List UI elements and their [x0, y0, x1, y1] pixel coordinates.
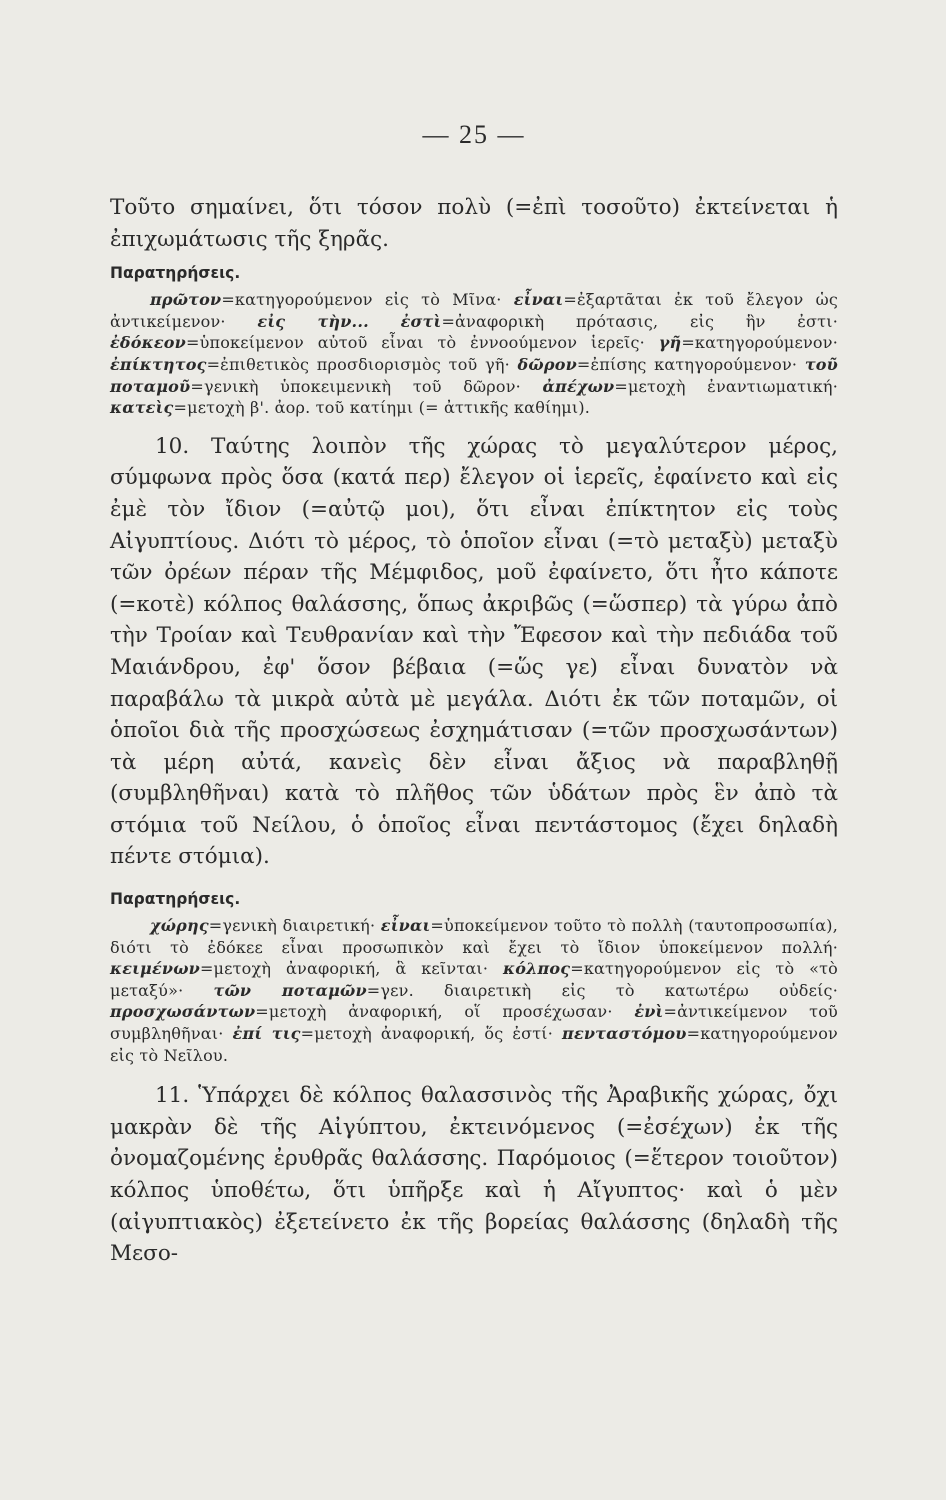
note-text: =ἀναφορικὴ πρότασις, εἰς ἣν ἐστι·	[441, 311, 838, 331]
note-entry	[110, 355, 510, 374]
note-entry	[401, 312, 838, 331]
paragraph-10: 10. Ταύτης λοιπὸν τῆς χώρας τὸ μεγαλύτερον μέρος, σύμφωνα πρὸς ὅσα (κατά περ) ἔλεγον οἱ ἱερεῖς, ἐφαίνετο καὶ εἰς ἐμὲ τὸν ἴδιον (=αὐτῷ μοι), ὅτι εἶναι ἐπίκτητον εἰς τοὺς Αἰγυπτίους. Διότι τὸ μέρος, τὸ ὁποῖον εἶναι (=τὸ μεταξὺ) μεταξὺ τῶν ὀρέων πέραν τῆς Μέμφιδος, μοῦ ἐφαίνετο, ὅτι ἦτο κάποτε (=κοτὲ) κόλπος θαλάσσης, ὅπως ἀκριβῶς (=ὥσπερ) τὰ γύρω ἀπὸ τὴν Τροίαν καὶ Τευθρανίαν καὶ τὴν Ἔφεσον καὶ τὴν πεδιάδα τοῦ Μαιάνδρου, ἐφ' ὅσον βέβαια (=ὥς γε) εἶναι δυνατὸν νὰ παραβάλω τὰ μικρὰ αὐτὰ μὲ μεγάλα. Διότι ἐκ τῶν ποταμῶν, οἱ ὁποῖοι διὰ τῆς προσχώσεως ἐσχημάτισαν (=τῶν προσχωσάντων) τὰ μέρη αὐτά, κανεὶς δὲν εἶναι ἄξιος νὰ παραβληθῇ (συμβληθῆναι) κατὰ τὸ πλῆθος τῶν ὑδάτων πρὸς ἓν ἀπὸ τὰ στόμια τοῦ Νείλου, ὁ ὁποῖος εἶναι πεντάστομος (ἔχει δηλαδὴ πέντε στόμια).	[110, 433, 838, 870]
note-text: =ἀντικείμενον τοῦ συμβληθῆναι·	[110, 1002, 838, 1044]
note-text: =κατηγορούμενον εἰς τὸ Νεῖλου.	[110, 1024, 838, 1065]
note-text: =ἐπιθετικὸς προσδιορισμὸς τοῦ γῆ·	[206, 354, 510, 374]
note-entry	[257, 312, 368, 331]
note-text: =κατηγορούμενον·	[681, 333, 838, 353]
note-term: γῆ	[658, 333, 682, 353]
note-term: εἰς τὴν...	[257, 311, 369, 331]
paragraph-11: 11. Ὑπάρχει δὲ κόλπος θαλασσινὸς τῆς Ἀραβικῆς χώρας, ὄχι μακρὰν δὲ τῆς Αἰγύπτου, ἐκτεινόμενος (=ἐσέχων) ἐκ τῆς ὀνομαζομένης ἐρυθρᾶς θαλάσσης. Παρόμοιος (=ἕτερον τοιοῦτον) κόλπος ὑποθέτω, ὅτι ὑπῆρξε καὶ ἡ Αἴγυπτος· καὶ ὁ μὲν (αἰγυπτιακὸς) ἐξετείνετο ἐκ τῆς βορείας θαλάσσης (δηλαδὴ τῆς Μεσο-	[110, 1083, 838, 1267]
note-entry	[110, 959, 488, 978]
note-entry	[110, 333, 645, 352]
note-text: =γενικὴ διαιρετική·	[208, 916, 376, 936]
page-number: — 25 —	[422, 120, 526, 149]
note-text: =ὑποκείμενον τοῦτο τὸ πολλὴ (ταυτοπροσωπία), διότι τὸ ἐδόκεε εἶναι προσωπικὸν καὶ ἔχει τὸ ἴδιον ὑποκείμενον πολλή·	[110, 916, 838, 957]
note-entry	[214, 981, 838, 1000]
note-text: =κατηγορούμενον εἰς τὸ Μῖνα·	[221, 290, 502, 310]
note-text: =ἐπίσης κατηγορούμενον·	[576, 354, 798, 374]
note-term: πρῶτον	[150, 290, 222, 310]
note-term: προσχωσάντων	[110, 1002, 256, 1022]
note-text: =ἐξαρτᾶται ἐκ τοῦ ἔλεγον ὡς ἀντικείμενον·	[110, 290, 838, 331]
note-text: =μετοχὴ ἀναφορική, ἃ κεῖνται·	[199, 959, 489, 979]
notes-block-2	[110, 915, 838, 1066]
note-entry	[150, 290, 502, 309]
note-text: =μετοχὴ ἐναντιωματική·	[614, 376, 838, 396]
note-term: εἶναι	[513, 290, 564, 310]
note-term: κειμένων	[110, 959, 200, 979]
note-term: χώρης	[150, 916, 209, 936]
notes-heading-2: Παρατηρήσεις.	[110, 890, 241, 909]
note-term: τῶν ποταμῶν	[213, 980, 367, 1000]
note-term: εἶναι	[380, 916, 431, 936]
note-term: ἀπέχων	[542, 376, 615, 396]
note-entry	[659, 333, 838, 352]
note-text: =ὑποκείμενον αὐτοῦ εἶναι τὸ ἐννοούμενον ἱερεῖς·	[185, 333, 645, 353]
note-entry	[150, 916, 375, 935]
note-text: =μετοχὴ β'. ἀορ. τοῦ κατίημι (= ἀττικῆς καθίημι).	[173, 398, 591, 418]
note-term: κατεὶς	[110, 398, 174, 418]
notes-heading-1: Παρατηρήσεις.	[110, 264, 241, 283]
note-entry	[110, 1002, 613, 1021]
note-entry	[233, 1024, 554, 1043]
note-entry	[518, 355, 798, 374]
note-entry	[110, 398, 590, 417]
intro-paragraph: Τοῦτο σημαίνει, ὅτι τόσον πολὺ (=ἐπὶ τοσοῦτο) ἐκτείνεται ἡ ἐπιχωμάτωσις τῆς ξηρᾶς.	[110, 195, 838, 252]
note-term: ἐπίκτητος	[110, 354, 207, 374]
note-term: ἐστὶ	[400, 311, 442, 331]
note-text: =μετοχὴ ἀναφορική, οἵ προσέχωσαν·	[255, 1002, 613, 1022]
note-text: =γενικὴ ὑποκειμενικὴ τοῦ δῶρον·	[190, 376, 521, 396]
note-term: δῶρον	[517, 354, 577, 374]
note-text: =γεν. διαιρετικὴ εἰς τὸ κατωτέρω οὐδείς·	[366, 980, 838, 1000]
note-text: =κατηγορούμενον εἰς τὸ «τὸ μεταξύ»·	[110, 959, 838, 1000]
note-term: τοῦ ποταμοῦ	[110, 354, 838, 396]
note-term: ἐνὶ	[634, 1002, 664, 1022]
note-term: ἐπί τις	[232, 1024, 301, 1044]
note-term: πενταστόμου	[562, 1024, 687, 1044]
note-text: =μετοχὴ ἀναφορική, ὅς ἐστί·	[300, 1024, 554, 1044]
note-entry	[543, 377, 838, 396]
notes-block-1	[110, 289, 838, 419]
note-term: κόλπος	[503, 959, 571, 979]
note-term: ἐδόκεον	[110, 333, 186, 353]
